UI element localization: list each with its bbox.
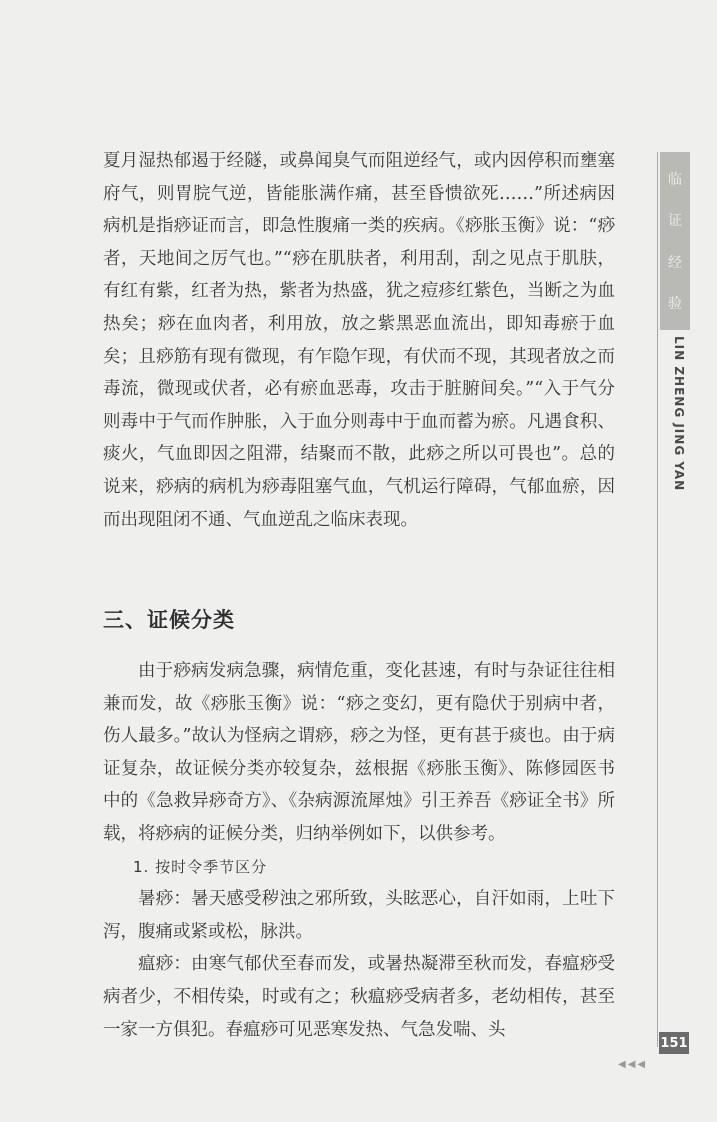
tab-char: 经 — [668, 254, 682, 271]
body-paragraph-3: 暑痧：暑天感受秽浊之邪所致，头眩恶心，自汗如雨，上吐下泻，腹痛或紧或松，脉洪。 — [103, 889, 615, 942]
margin-rule — [657, 152, 658, 1047]
chapter-tab — [660, 152, 690, 330]
body-paragraph-2: 由于痧病发病急骤，病情危重，变化甚速，有时与杂证往往相兼而发，故《痧胀玉衡》说：“痧之变幻，更有隐伏于别病中者，伤人最多。”故认为怪病之谓痧，痧之为怪，更有甚于痰也。由于病证复杂，故证候分类亦较复杂，兹根据《痧胀玉衡》、陈修园医书中的《急救异痧奇方》、《杂病源流犀烛》引王养吾《痧证全书》所载，将痧病的证候分类，归纳举例如下，以供参考。 — [103, 661, 615, 844]
arrow-icon: ◀◀◀ — [618, 1059, 648, 1070]
tab-char: 验 — [668, 296, 682, 313]
paragraph-text: 夏月湿热郁遏于经隧，或鼻闻臭气而阻逆经气，或内因停积而壅塞府气，则胃脘气逆，皆能胀满作痛，甚至昏愦欲死……”所述病因病机是指痧证而言，即急性腹痛一类的疾病。《痧胀玉衡》说：“痧者，天地间之厉气也。”“痧在肌肤者，利用刮，刮之见点于肌肤，有红有紫，红者为热，紫者为热盛，犹之痘疹红紫色，当断之为血热矣；痧在血肉者，利用放，放之紫黑恶血流出，即知毒瘀于血矣；且痧筋有现有微现，有乍隐乍现，有伏而不现，其现者放之而毒流，微现或伏者，必有瘀血恶毒，攻击于脏腑间矣。”“入于气分则毒中于气而作肿胀，入于血分则毒中于血而蓄为瘀。凡遇食积、痰火，气血即因之阻滞，结聚而不散，此痧之所以可畏也”。总的说来，痧病的病机为痧毒阻塞气血，气机运行障碍，气郁血瘀，因而出现阻闭不通、气血逆乱之临床表现。 — [103, 151, 615, 530]
tab-char: 临 — [668, 171, 682, 188]
body-paragraph-4: 瘟痧：由寒气郁伏至春而发，或暑热凝滞至秋而发，春瘟痧受病者少，不相传染，时或有之；秋瘟痧受病者多，老幼相传，甚至一家一方俱犯。春瘟痧可见恶寒发热、气急发喘、头 — [103, 954, 615, 1040]
tab-char: 证 — [668, 213, 682, 230]
chapter-pinyin: LIN ZHENG JING YAN — [672, 336, 686, 492]
section-body — [103, 655, 615, 1046]
page-number: 151 — [659, 1032, 689, 1054]
subheading: 1. 按时令季节区分 — [133, 857, 268, 876]
body-paragraph-1 — [103, 145, 615, 536]
section-heading: 三、证候分类 — [103, 608, 235, 632]
